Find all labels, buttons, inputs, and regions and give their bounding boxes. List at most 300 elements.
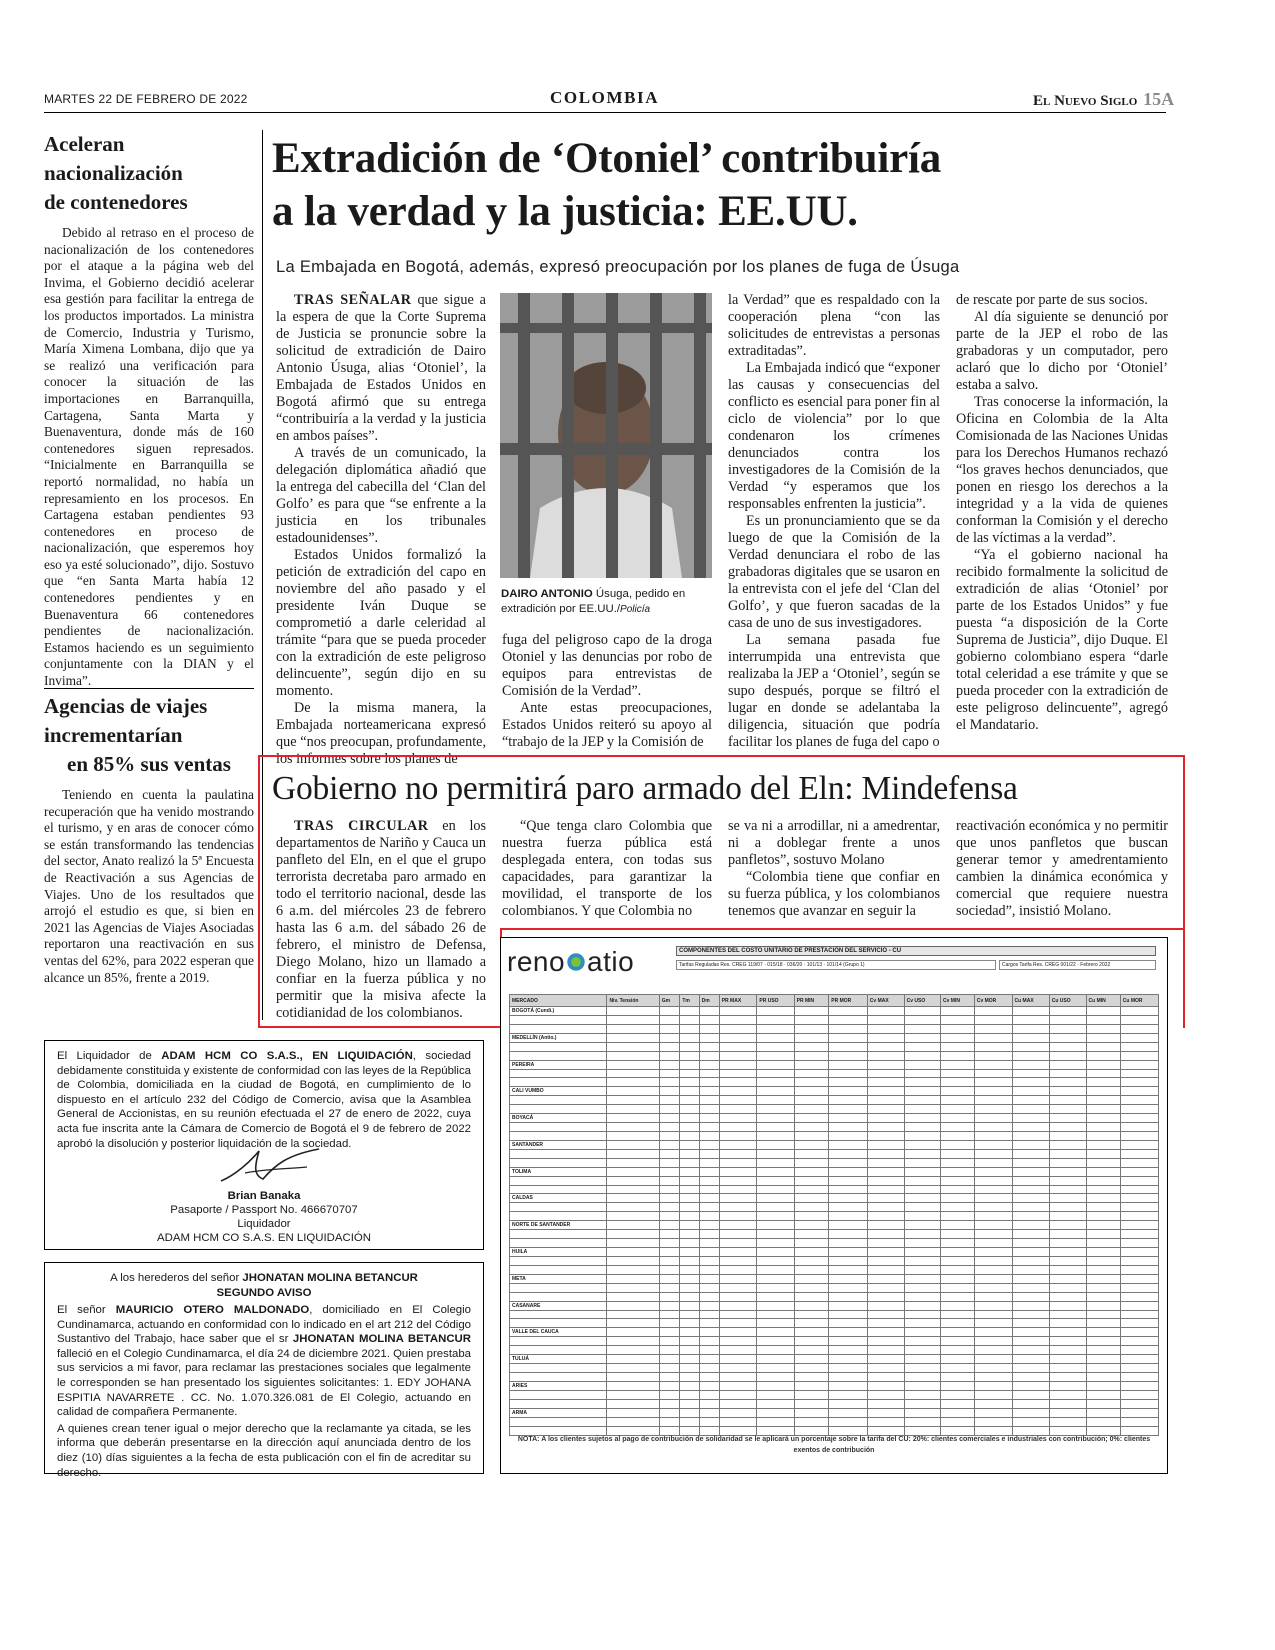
tariff-header-cell: Cv MAX (867, 995, 904, 1007)
tariff-cell (1012, 1417, 1049, 1426)
tariff-cell (1086, 1140, 1120, 1149)
tariff-row (510, 1096, 1159, 1105)
tariff-cell (794, 1373, 829, 1382)
tariff-cell (1012, 1346, 1049, 1355)
photo-caption: DAIRO ANTONIO Úsuga, pedido en extradición por EE.UU./Policía (501, 588, 686, 615)
tariff-cell (659, 1033, 680, 1042)
main-col-1 (276, 292, 486, 768)
tariff-cell (510, 1212, 607, 1221)
tariff-cell (867, 1167, 904, 1176)
tariff-cell (1049, 1042, 1086, 1051)
tariff-cell (1086, 1016, 1120, 1025)
tariff-cell (1120, 1399, 1158, 1408)
tariff-cell (941, 1078, 975, 1087)
tariff-cell (1086, 1051, 1120, 1060)
sidebar-story-1-headline: Aceleran nacionalización de contenedores (44, 132, 188, 214)
tariff-cell (607, 1283, 659, 1292)
tariff-cell (867, 1078, 904, 1087)
tariff-cell (659, 1123, 680, 1132)
tariff-cell (829, 1265, 868, 1274)
tariff-cell (680, 1087, 699, 1096)
tariff-cell (1086, 1239, 1120, 1248)
tariff-cell (974, 1265, 1012, 1274)
tariff-cell (1049, 1265, 1086, 1274)
tariff-cell (1120, 1408, 1158, 1417)
tariff-cell (757, 1194, 794, 1203)
tariff-cell (659, 1346, 680, 1355)
tariff-cell (719, 1364, 757, 1373)
tariff-cell (680, 1337, 699, 1346)
main-col-4-p1: de rescate por parte de sus socios. (956, 292, 1148, 308)
otoniel-photo (500, 293, 712, 578)
tariff-cell (1120, 1149, 1158, 1158)
tariff-cell (794, 1042, 829, 1051)
tariff-cell (904, 1033, 940, 1042)
tariff-cell (941, 1408, 975, 1417)
tariff-cell (1049, 1132, 1086, 1141)
tariff-cell (659, 1230, 680, 1239)
tariff-cell (680, 1408, 699, 1417)
tariff-cell (1012, 1265, 1049, 1274)
tariff-cell (607, 1185, 659, 1194)
tariff-header-cell: MERCADO (510, 995, 607, 1007)
tariff-cell (974, 1007, 1012, 1016)
tariff-cell (1049, 1194, 1086, 1203)
tariff-cell: SANTANDER (510, 1140, 607, 1149)
tariff-cell: BOYACÁ (510, 1114, 607, 1123)
tariff-cell (867, 1158, 904, 1167)
tariff-cell (904, 1203, 940, 1212)
tariff-cell (659, 1337, 680, 1346)
eln-col-4 (956, 818, 1168, 920)
tariff-row (510, 1149, 1159, 1158)
tariff-cell (1086, 1364, 1120, 1373)
tariff-cell (680, 1212, 699, 1221)
main-col-3-p4: La semana pasada fue interrumpida una entrevista que realizaba la JEP a ‘Otoniel’, según se supo después, porque se filtró el lugar en donde se adelantaba la diligencia, situación que podría facilitar los planes de fuga del capo o (728, 632, 940, 750)
tariff-cell (1120, 1337, 1158, 1346)
tariff-cell (1086, 1158, 1120, 1167)
header-section: COLOMBIA (550, 88, 660, 107)
tariff-cell (1012, 1399, 1049, 1408)
tariff-row (510, 1301, 1159, 1310)
tariff-cell (680, 1114, 699, 1123)
tariff-cell (941, 1239, 975, 1248)
tariff-cell (829, 1310, 868, 1319)
tariff-cell (680, 1381, 699, 1390)
tariff-cell (974, 1087, 1012, 1096)
tariff-cell (794, 1399, 829, 1408)
tariff-cell (757, 1364, 794, 1373)
tariff-cell (1120, 1114, 1158, 1123)
tariff-cell (1049, 1007, 1086, 1016)
tariff-cell (1012, 1007, 1049, 1016)
eln-col-4-p1: reactivación económica y no permitir que unos panfletos que buscan generar temor y amedrentamiento cambien la dinámica económica y comercial que requiere nuestra sociedad”, insistió Molano. (956, 818, 1168, 919)
tariff-cell (1049, 1203, 1086, 1212)
tariff-row (510, 1373, 1159, 1382)
tariff-cell (757, 1096, 794, 1105)
tariff-cell (941, 1381, 975, 1390)
tariff-cell (904, 1417, 940, 1426)
tariff-cell (659, 1248, 680, 1257)
tariff-cell (510, 1337, 607, 1346)
tariff-cell (699, 1346, 719, 1355)
tariff-cell (867, 1346, 904, 1355)
tariff-cell (607, 1149, 659, 1158)
tariff-cell (510, 1185, 607, 1194)
tariff-cell (680, 1301, 699, 1310)
tariff-cell (680, 1051, 699, 1060)
tariff-cell (1012, 1381, 1049, 1390)
tariff-cell (510, 1176, 607, 1185)
tariff-cell (1120, 1292, 1158, 1301)
signer-role: Liquidador (237, 1218, 291, 1230)
tariff-cell (719, 1060, 757, 1069)
tariff-cell (607, 1016, 659, 1025)
tariff-cell (829, 1283, 868, 1292)
tariff-cell (659, 1364, 680, 1373)
tariff-cell (699, 1096, 719, 1105)
tariff-cell (974, 1194, 1012, 1203)
tariff-cell (1012, 1167, 1049, 1176)
tariff-cell (794, 1096, 829, 1105)
tariff-cell (699, 1319, 719, 1328)
tariff-cell (510, 1158, 607, 1167)
tariff-cell (699, 1176, 719, 1185)
tariff-cell (680, 1355, 699, 1364)
tariff-cell (794, 1328, 829, 1337)
tariff-cell (659, 1399, 680, 1408)
tariff-header-cell: Cu USO (1049, 995, 1086, 1007)
tariff-cell (1049, 1024, 1086, 1033)
tariff-cell (794, 1292, 829, 1301)
tariff-row (510, 1274, 1159, 1283)
tariff-cell (680, 1016, 699, 1025)
tariff-cell (829, 1078, 868, 1087)
tariff-cell (607, 1123, 659, 1132)
tariff-cell (1120, 1132, 1158, 1141)
tariff-cell (510, 1257, 607, 1266)
tariff-cell (510, 1203, 607, 1212)
tariff-cell (794, 1024, 829, 1033)
tariff-cell (757, 1123, 794, 1132)
tariff-cell (794, 1390, 829, 1399)
tariff-cell (1012, 1016, 1049, 1025)
tariff-cell (757, 1337, 794, 1346)
tariff-row (510, 1248, 1159, 1257)
tariff-cell (659, 1265, 680, 1274)
tariff-cell (1049, 1355, 1086, 1364)
tariff-cell (659, 1140, 680, 1149)
tariff-row (510, 1292, 1159, 1301)
tariff-cell (659, 1257, 680, 1266)
tariff-cell (829, 1274, 868, 1283)
tariff-cell (829, 1069, 868, 1078)
tariff-cell (719, 1310, 757, 1319)
tariff-cell (1049, 1033, 1086, 1042)
tariff-cell (1120, 1158, 1158, 1167)
tariff-cell (867, 1257, 904, 1266)
tariff-cell (1012, 1390, 1049, 1399)
tariff-cell (1049, 1069, 1086, 1078)
tariff-cell (829, 1373, 868, 1382)
tariff-cell (941, 1203, 975, 1212)
tariff-cell (719, 1158, 757, 1167)
tariff-cell (659, 1158, 680, 1167)
sidebar-story-2 (44, 692, 254, 986)
tariff-row (510, 1408, 1159, 1417)
tariff-cell (680, 1158, 699, 1167)
tariff-cell (719, 1355, 757, 1364)
tariff-cell (794, 1337, 829, 1346)
tariff-cell (757, 1042, 794, 1051)
tariff-cell (974, 1185, 1012, 1194)
tariff-cell (941, 1194, 975, 1203)
tariff-cell (757, 1265, 794, 1274)
tariff-cell (699, 1024, 719, 1033)
tariff-header-cell: Dm (699, 995, 719, 1007)
tariff-cell (680, 1123, 699, 1132)
tariff-cell (659, 1060, 680, 1069)
tariff-cell (1012, 1373, 1049, 1382)
tariff-cell (719, 1149, 757, 1158)
tariff-cell (867, 1114, 904, 1123)
tariff-cell (607, 1140, 659, 1149)
tariff-cell (719, 1257, 757, 1266)
tariff-cell (1012, 1069, 1049, 1078)
tariff-cell (659, 1417, 680, 1426)
tariff-cell (1086, 1221, 1120, 1230)
main-col-3 (728, 292, 940, 751)
tariff-cell (1049, 1176, 1086, 1185)
tariff-cell: PEREIRA (510, 1060, 607, 1069)
tariff-cell (941, 1257, 975, 1266)
tariff-cell (1049, 1319, 1086, 1328)
tariff-cell (699, 1248, 719, 1257)
tariff-cell (757, 1248, 794, 1257)
tariff-cell (1120, 1346, 1158, 1355)
tariff-cell (941, 1364, 975, 1373)
tariff-cell (794, 1310, 829, 1319)
tariff-cell (757, 1301, 794, 1310)
tariff-cell (1086, 1408, 1120, 1417)
tariff-cell (794, 1114, 829, 1123)
tariff-cell (719, 1176, 757, 1185)
tariff-cell (757, 1319, 794, 1328)
main-col-3-p1: la Verdad” que es respaldado con la cooperación plena “con las solicitudes de entrevistas a personas extraditadas”. (728, 292, 940, 359)
tariff-cell (829, 1212, 868, 1221)
tariff-cell (867, 1132, 904, 1141)
tariff-cell (699, 1301, 719, 1310)
tariff-cell (719, 1140, 757, 1149)
tariff-cell (659, 1292, 680, 1301)
tariff-cell (510, 1069, 607, 1078)
tariff-cell (829, 1016, 868, 1025)
tariff-cell (1012, 1248, 1049, 1257)
tariff-cell (794, 1364, 829, 1373)
tariff-cell (607, 1248, 659, 1257)
tariff-cell (659, 1114, 680, 1123)
tariff-table (509, 994, 1159, 1436)
tariff-cell (680, 1007, 699, 1016)
tariff-table-wrap (509, 994, 1159, 1424)
tariff-cell (699, 1239, 719, 1248)
tariff-row (510, 1319, 1159, 1328)
tariff-cell (867, 1399, 904, 1408)
main-col-1-p4: De la misma manera, la Embajada norteamericana expresó que “nos preocupan, profundamente, los informes sobre los planes de (276, 700, 486, 767)
tariff-cell (699, 1158, 719, 1167)
tariff-cell (1049, 1381, 1086, 1390)
main-col-1-p1: TRAS SEÑALAR que sigue a la espera de que la Corte Suprema de Justicia se pronuncie sobre la solicitud de extradición de Dairo Antonio Úsuga, alias ‘Otoniel’, la Embajada de Estados Unidos en Bogotá afirmó que su entrega “contribuiría a la verdad y la justicia en ambos países”. (276, 292, 486, 444)
tariff-cell (757, 1230, 794, 1239)
tariff-cell (867, 1381, 904, 1390)
eln-highlight-box-bottom (500, 928, 1185, 930)
tariff-header-cell: Cv USO (904, 995, 940, 1007)
tariff-cell (607, 1078, 659, 1087)
tariff-cell (1086, 1185, 1120, 1194)
tariff-row (510, 1105, 1159, 1114)
main-col-2-p1: fuga del peligroso capo de la droga Otoniel y las denuncias por robo de equipos para entrevistas de Comisión de la Verdad”. (502, 632, 712, 699)
signer-passport: Pasaporte / Passport No. 466670707 (170, 1204, 358, 1216)
tariff-cell (1086, 1310, 1120, 1319)
tariff-cell (941, 1096, 975, 1105)
tariff-cell (1086, 1346, 1120, 1355)
tariff-cell (941, 1132, 975, 1141)
main-headline: Extradición de ‘Otoniel’ contribuiría a la verdad y la justicia: EE.UU. (272, 135, 942, 235)
tariff-cell (1120, 1265, 1158, 1274)
tariff-cell (794, 1346, 829, 1355)
tariff-cell (941, 1265, 975, 1274)
tariff-cell (794, 1319, 829, 1328)
tariff-cell (829, 1096, 868, 1105)
tariff-cell (719, 1212, 757, 1221)
tariff-cell (794, 1149, 829, 1158)
tariff-cell (659, 1390, 680, 1399)
tariff-cell (699, 1373, 719, 1382)
tariff-cell (867, 1274, 904, 1283)
tariff-cell (794, 1417, 829, 1426)
tariff-cell (1049, 1230, 1086, 1239)
tariff-cell (659, 1301, 680, 1310)
tariff-cell (794, 1194, 829, 1203)
tariff-cell (829, 1105, 868, 1114)
tariff-cell (607, 1257, 659, 1266)
tariff-cell (1012, 1051, 1049, 1060)
tariff-cell (794, 1248, 829, 1257)
tariff-cell (680, 1390, 699, 1399)
tariff-cell (699, 1140, 719, 1149)
tariff-cell (829, 1114, 868, 1123)
tariff-cell (719, 1319, 757, 1328)
tariff-row (510, 1167, 1159, 1176)
tariff-cell (1012, 1033, 1049, 1042)
tariff-cell (719, 1301, 757, 1310)
tariff-cell (974, 1417, 1012, 1426)
tariff-cell (1120, 1194, 1158, 1203)
tariff-cell (719, 1381, 757, 1390)
tariff-row (510, 1203, 1159, 1212)
tariff-cell (867, 1176, 904, 1185)
tariff-cell (1086, 1319, 1120, 1328)
tariff-cell (1120, 1373, 1158, 1382)
tariff-cell (699, 1328, 719, 1337)
tariff-cell (510, 1319, 607, 1328)
tariff-cell (941, 1399, 975, 1408)
tariff-cell (904, 1292, 940, 1301)
tariff-cell (659, 1007, 680, 1016)
liquidation-signer-block (45, 1189, 483, 1245)
tariff-cell (941, 1042, 975, 1051)
tariff-cell (757, 1221, 794, 1230)
tariff-cell (680, 1194, 699, 1203)
tariff-cell (757, 1274, 794, 1283)
tariff-cell (510, 1239, 607, 1248)
tariff-row (510, 1123, 1159, 1132)
tariff-cell (941, 1319, 975, 1328)
tariff-cell (904, 1319, 940, 1328)
tariff-cell (904, 1390, 940, 1399)
tariff-cell (757, 1087, 794, 1096)
tariff-cell (719, 1274, 757, 1283)
tariff-cell (794, 1212, 829, 1221)
tariff-cell (680, 1078, 699, 1087)
tariff-cell (1120, 1230, 1158, 1239)
tariff-cell (1120, 1310, 1158, 1319)
tariff-cell (607, 1373, 659, 1382)
tariff-cell (1086, 1176, 1120, 1185)
tariff-cell (607, 1194, 659, 1203)
tariff-row (510, 1328, 1159, 1337)
tariff-cell (829, 1364, 868, 1373)
tariff-cell (974, 1060, 1012, 1069)
tariff-cell (941, 1024, 975, 1033)
tariff-cell (719, 1265, 757, 1274)
tariff-cell (699, 1007, 719, 1016)
tariff-cell (607, 1060, 659, 1069)
tariff-cell (719, 1123, 757, 1132)
tariff-cell (867, 1283, 904, 1292)
tariff-cell (974, 1301, 1012, 1310)
tariff-cell (829, 1301, 868, 1310)
tariff-cell (510, 1346, 607, 1355)
tariff-cell (794, 1007, 829, 1016)
tariff-cell (510, 1417, 607, 1426)
tariff-cell (1086, 1337, 1120, 1346)
main-col-1-p3: Estados Unidos formalizó la petición de extradición del capo en noviembre del año pasado y el presidente Iván Duque se comprometió a darle celeridad al trámite “para que se pueda proceder con la extradición de este peligroso delincuente”, según dijo en su momento. (276, 547, 486, 699)
tariff-cell (1012, 1337, 1049, 1346)
tariff-cell (1049, 1158, 1086, 1167)
tariff-cell (941, 1158, 975, 1167)
tariff-cell (867, 1310, 904, 1319)
tariff-cell (1049, 1373, 1086, 1382)
tariff-cell: NORTE DE SANTANDER (510, 1221, 607, 1230)
tariff-cell (1049, 1114, 1086, 1123)
liquidation-notice-text: El Liquidador de ADAM HCM CO S.A.S., EN LIQUIDACIÓN, sociedad debidamente constituida y existente de conformidad con las leyes de la República de Colombia, domiciliada en la ciudad de Bogotá, en cumplimiento de lo dispuesto en el artículo 232 del Código de Comercio, avisa que la Asamblea General de Accionistas, en su reunión efectuada el 27 de enero de 2022, cuya acta fue inscrita ante la Cámara de Comercio de Bogotá el 9 de febrero de 2022 aprobó la disolución y posterior liquidación de la sociedad. (57, 1050, 471, 1150)
liquidation-notice (44, 1040, 484, 1250)
tariff-cell (757, 1355, 794, 1364)
tariff-cell (829, 1319, 868, 1328)
tariff-cell (867, 1087, 904, 1096)
tariff-cell (607, 1105, 659, 1114)
tariff-cell (829, 1132, 868, 1141)
tariff-cell (1120, 1042, 1158, 1051)
tariff-cell (607, 1274, 659, 1283)
tariff-cell (904, 1301, 940, 1310)
tariff-cell (867, 1016, 904, 1025)
tariff-cell (1120, 1239, 1158, 1248)
tariff-cell (904, 1364, 940, 1373)
tariff-cell (1086, 1033, 1120, 1042)
tariff-cell (659, 1176, 680, 1185)
